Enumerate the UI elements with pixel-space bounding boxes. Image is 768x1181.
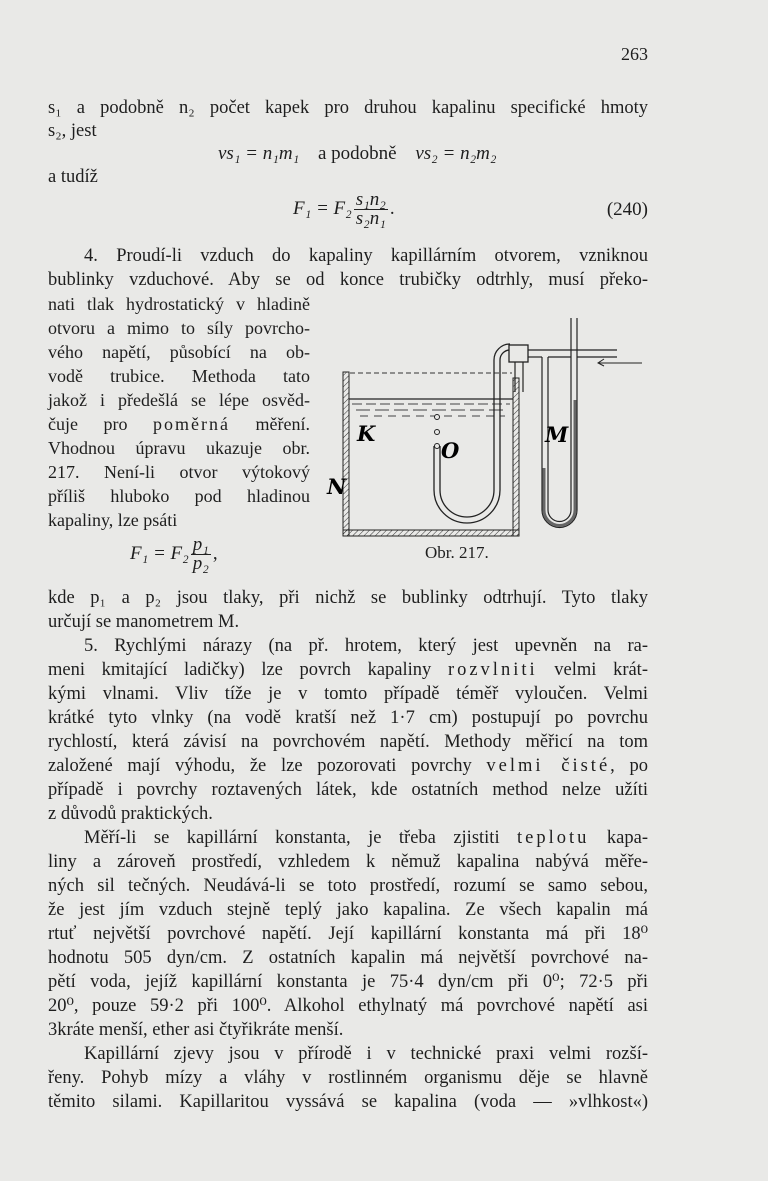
eq-lhs: F₁ = F₂ [130,542,189,564]
text-line: jakož i předešlá se lépe osvěd- [48,390,310,410]
text: kapa- [589,828,648,848]
eq-numerator: p₁ [192,534,209,555]
text-line: 4. Proudí-li vzduch do kapaliny kapillárním otvorem, vzniknou [84,246,648,266]
text-line: případě i povrchy roztavených látek, kde ostatních method nelze užíti [48,780,648,800]
text-line: kde p₁ a p₂ jsou tlaky, při nichž se bublinky odtrhují. Tyto tlaky [48,588,648,608]
eq-numerator: s₁n₂ [355,189,386,210]
text-line: kými vlnami. Vliv tíže je v tomto případě téměř vyloučen. Velmi [48,684,648,704]
air-inlet-tube [528,350,617,357]
eq-tail: , [212,542,218,564]
label-k: K [357,421,376,446]
label-m: M [545,422,569,447]
tube-junction [509,345,528,362]
text-line: pětí voda, jejíž kapillární konstanta je 75·4 dyn/cm při 0⁰; 72·5 při [48,972,648,992]
text: velmi krát- [537,660,648,680]
bubbles [435,415,440,449]
text-line [48,827,648,849]
emphasis: teplotu [517,828,590,848]
text-line: z důvodů praktických. [48,804,213,824]
text-line: že jest jím vzduch stejně teplý jako kapalina. Ze všech kapalin má [48,900,648,920]
eq-denominator: s₂n₁ [355,208,386,229]
text-line: liny a zároveň prostředí, vzhledem k němuž kapalina nabývá měře- [48,852,648,872]
text-line: a tudíž [48,167,98,187]
text-line: rychlostí, která závisí na povrchovém napětí. Methody měřicí na tom [48,732,648,752]
text-line: těmito silami. Kapillaritou vyssává se kapalina (voda — »vlhkost«) [48,1092,648,1112]
text-line: Vhodnou úpravu ukazuje obr. [48,438,310,458]
page-number: 263 [621,44,648,64]
eq-lhs: F₁ = F₂ [293,197,352,219]
text: měření. [230,414,310,434]
liquid-dashes [352,404,510,416]
eq-denominator: p₂ [192,553,209,574]
text-line: Kapillární zjevy jsou v přírodě i v technické praxi velmi rozší- [84,1044,648,1064]
text-line: krátké tyto vlnky (na vodě kratší než 1·7 cm) postupují po povrchu [48,708,648,728]
text-line: 3kráte menší, ether asi čtyřikráte menší. [48,1020,344,1040]
text-line: otvoru a mimo to síly povrcho- [48,318,310,338]
text: meni kmitající ladičky) lze povrch kapaliny [48,660,448,680]
emphasis: velmi čisté [486,756,611,776]
label-o: O [441,438,460,463]
eq-left: vs₁ = n₁m₁ [218,143,300,164]
bubble-tube [434,344,510,523]
label-n: N [327,474,347,499]
text: Měří-li se kapillární konstanta, je třeba zjistiti [84,828,518,848]
text-line: 5. Rychlými nárazy (na př. hrotem, který jest upevněn na ra- [84,636,648,656]
eq-tail: . [389,197,395,219]
text-line: 217. Není-li otvor výtokový [48,462,310,482]
equation-number: (240) [606,199,648,220]
text: , po [610,756,648,776]
text-line: kapaliny, lze psáti [48,510,178,530]
text-line: řeny. Pohyb mízy a vláhy v rostlinném organismu děje se hlavně [48,1068,648,1088]
text: čuje pro [48,414,154,434]
text-line: určují se manometrem M. [48,612,240,632]
text-line: s₁ a podobně n₂ počet kapek pro druhou kapalinu specifické hmoty [48,98,648,118]
text-line: vodě trubice. Methoda tato [48,366,310,386]
text-line: hodnotu 505 dyn/cm. Z ostatních kapalin má největší povrchové na- [48,948,648,968]
text: založené mají výhodu, že lze pozorovati povrchy [48,756,487,776]
text-line: 20⁰, pouze 59·2 při 100⁰. Alkohol ethylnatý má povrchové napětí asi [48,996,648,1016]
text-line [48,659,648,681]
text-line: vého napětí, působící na ob- [48,342,310,362]
eq-right: vs₂ = n₂m₂ [415,143,497,164]
eq-middle: a podobně [317,143,397,164]
text-line [48,755,648,777]
figure-caption: Obr. 217. [425,543,489,562]
emphasis: poměrná [153,414,230,434]
text-line: bublinky vzduchové. Aby se od konce trubičky odtrhly, musí překo- [48,270,648,290]
text-line: s₂, jest [48,121,97,141]
arrow-icon [598,359,642,366]
emphasis: rozvlniti [447,660,538,680]
text-line: rtuť největší povrchové napětí. Její kapillární konstanta má při 18⁰ [48,924,648,944]
text-line: nati tlak hydrostatický v hladině [48,294,310,314]
text-line: ných sil tečných. Neudává-li se toto prostředí, rozumí se samo sebou, [48,876,648,896]
text-line: příliš hluboko pod hladinou [48,486,310,506]
